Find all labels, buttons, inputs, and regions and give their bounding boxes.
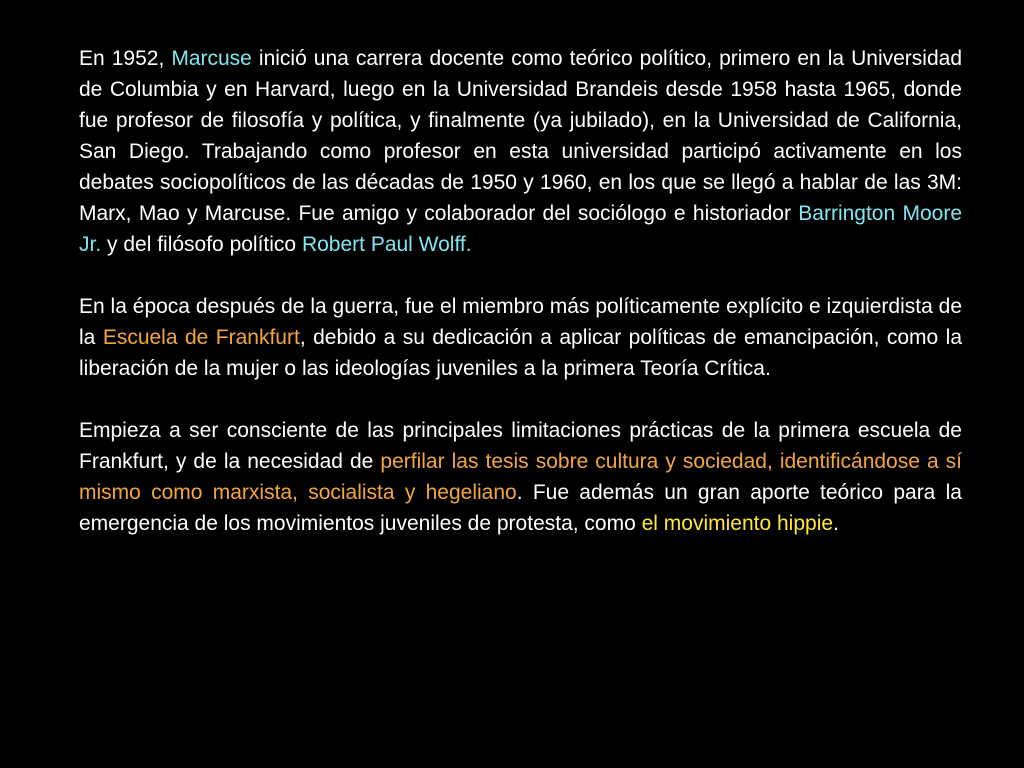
- text-run: .: [833, 512, 839, 535]
- paragraph-limitations: [79, 415, 962, 539]
- link-marcuse[interactable]: Marcuse: [171, 47, 252, 70]
- paragraph-marcuse-career: [79, 43, 962, 260]
- text-run: inició una carrera docente como teórico político, primero en la Universidad de Columbia y en Harvard, luego en la Universidad Brandeis desde 1958 hasta 1965, donde fue profesor de filosofía y política, y finalmente (ya jubilado), en la Universidad de California, San Diego. Trabajando como profesor en esta universidad participó activamente en los debates sociopolíticos de las décadas de 1950 y 1960, en los que se llegó a hablar de las 3M: Marx, Mao y Marcuse. Fue amigo y colaborador del sociólogo e historiador: [79, 47, 962, 225]
- text-run: . Fue además un gran aporte teórico para la emergencia de los movimientos juveniles de protesta, como: [79, 481, 962, 535]
- text-run: En la época después de la guerra, fue el miembro más políticamente explícito e izquierdista de la: [79, 295, 962, 349]
- highlight-movimiento-hippie: el movimiento hippie: [641, 512, 834, 535]
- paragraph-frankfurt-school: [79, 291, 962, 384]
- highlight-escuela-de-frankfurt: Escuela de Frankfurt: [102, 326, 300, 349]
- text-run: y del filósofo político: [101, 233, 302, 256]
- text-run: En 1952,: [79, 47, 172, 70]
- text-run: Empieza a ser consciente de las principales limitaciones prácticas de la primera escuela de Frankfurt, y de la necesidad de: [79, 419, 962, 473]
- link-robert-paul-wolff[interactable]: Robert Paul Wolff.: [301, 233, 472, 256]
- text-run: , debido a su dedicación a aplicar políticas de emancipación, como la liberación de la mujer o las ideologías juveniles a la primera Teoría Crítica.: [79, 326, 963, 380]
- highlight-perfilar-tesis: perfilar las tesis sobre cultura y sociedad, identificándose a sí mismo como marxista, socialista y hegeliano: [79, 450, 963, 504]
- slide-body: [79, 43, 962, 539]
- link-barrington-moore[interactable]: Barrington Moore Jr.: [79, 202, 962, 256]
